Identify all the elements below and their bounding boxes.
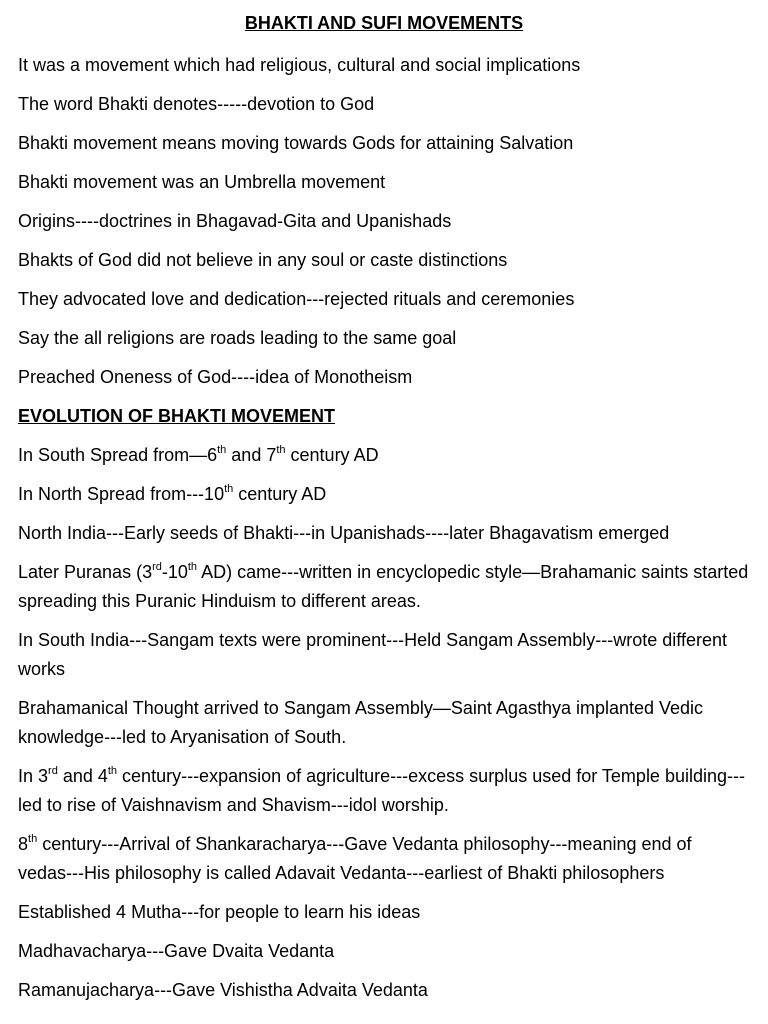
text-line: It was a movement which had religious, cultural and social implications	[18, 55, 581, 75]
section-heading: EVOLUTION OF BHAKTI MOVEMENT	[18, 406, 335, 426]
later-puranas-paragraph: Later Puranas (3rd-10th AD) came---written in encyclopedic style—Brahamanic saints started spreading this Puranic Hinduism to different areas.	[18, 561, 749, 611]
ramanuja-line: Ramanujacharya---Gave Vishistha Advaita Vedanta	[18, 980, 428, 1000]
text-line: Bhakti movement means moving towards Gods for attaining Salvation	[18, 133, 574, 153]
text-line: Origins----doctrines in Bhagavad-Gita and Upanishads	[18, 211, 452, 231]
text-line: Bhakti movement was an Umbrella movement	[18, 172, 386, 192]
south-india-paragraph: In South India---Sangam texts were prominent---Held Sangam Assembly---wrote different works	[18, 630, 727, 679]
north-spread-line: In North Spread from---10th century AD	[18, 483, 327, 504]
mutha-line: Established 4 Mutha---for people to learn his ideas	[18, 902, 421, 922]
madhava-line: Madhavacharya---Gave Dvaita Vedanta	[18, 941, 335, 961]
text-line: Say the all religions are roads leading to the same goal	[18, 328, 457, 348]
text-line: Preached Oneness of God----idea of Monotheism	[18, 367, 413, 387]
eighth-century-paragraph: 8th century---Arrival of Shankaracharya---Gave Vedanta philosophy---meaning end of vedas---His philosophy is called Adavait Vedanta---earliest of Bhakti philosophers	[18, 833, 692, 883]
brahamanical-paragraph: Brahamanical Thought arrived to Sangam Assembly—Saint Agasthya implanted Vedic knowledge---led to Aryanisation of South.	[18, 698, 704, 747]
third-fourth-century-paragraph: In 3rd and 4th century---expansion of agriculture---excess surplus used for Temple building---led to rise of Vaishnavism and Shavism---idol worship.	[18, 765, 745, 815]
text-line: Bhakts of God did not believe in any soul or caste distinctions	[18, 250, 508, 270]
text-line: The word Bhakti denotes-----devotion to God	[18, 94, 375, 114]
text-line: They advocated love and dedication---rejected rituals and ceremonies	[18, 289, 575, 309]
document-title: BHAKTI AND SUFI MOVEMENTS	[244, 13, 524, 33]
south-spread-line: In South Spread from—6th and 7th century AD	[18, 444, 379, 465]
north-india-line: North India---Early seeds of Bhakti---in Upanishads----later Bhagavatism emerged	[18, 523, 670, 543]
